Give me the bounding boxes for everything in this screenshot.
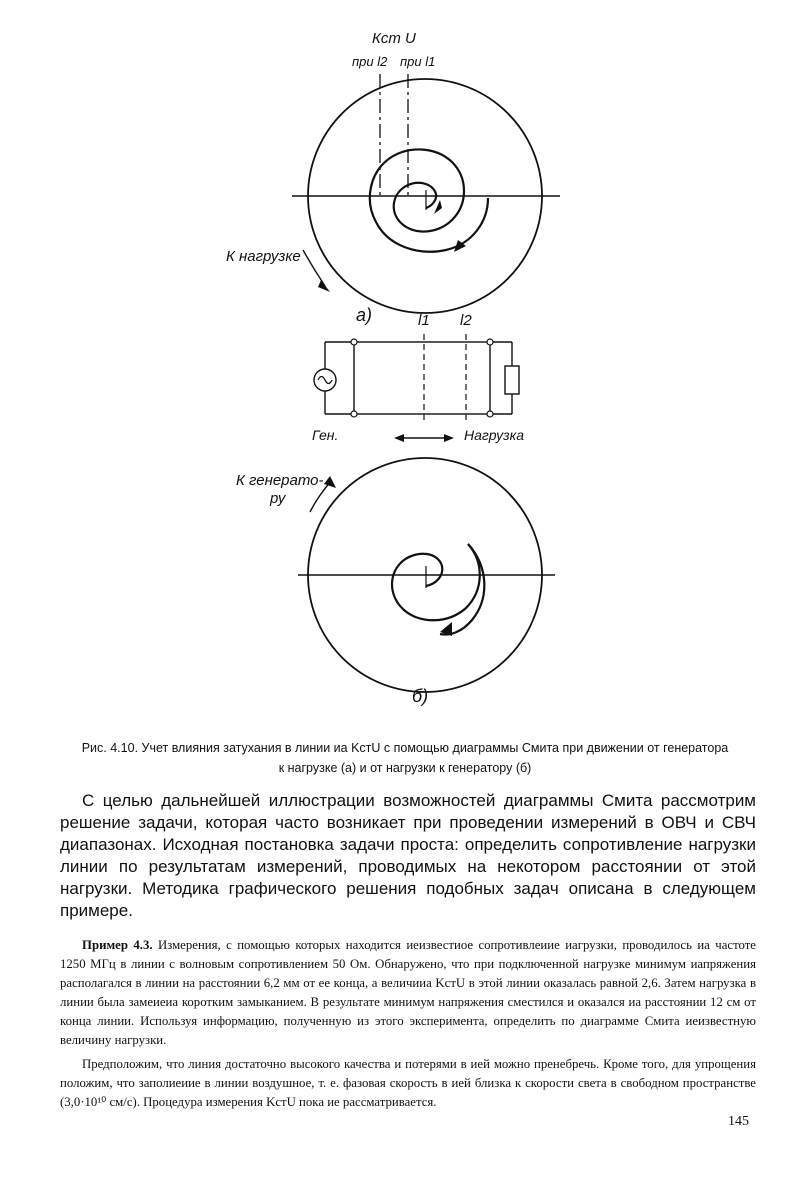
double-arrow-right [444, 434, 454, 442]
example-4-3 [60, 936, 756, 1050]
label-l1: l1 [418, 312, 430, 329]
label-to-gen-1: К генерато- [236, 472, 324, 489]
double-arrow-left [394, 434, 404, 442]
label-to-gen-2: ру [270, 490, 286, 507]
spiral-a [370, 149, 488, 251]
example-lead: Пример 4.3. [82, 938, 153, 952]
label-at-l1: при l1 [400, 54, 436, 69]
label-at-l2: при l2 [352, 54, 388, 69]
terminal-bl [351, 411, 357, 417]
subfigure-a: а) [356, 305, 373, 325]
spiral-b [392, 544, 480, 620]
terminal-tr [487, 339, 493, 345]
arrow-to-gen-head [324, 476, 336, 488]
terminal-br [487, 411, 493, 417]
label-generator: Ген. [312, 427, 339, 443]
terminal-tl [351, 339, 357, 345]
page-number: 145 [728, 1114, 749, 1129]
label-load: Нагрузка [464, 427, 525, 443]
example-continuation: Предположим, что линия достаточно высокого качества и потерями в ией можно пренебречь. Кроме того, для упрощения положим, что заполиеиие в линии воздушное, т. е. фазовая скорость в ией близка к скорости света в свободном пространстве (3,0·10¹⁰ см/с). Процедура измерения KстU пока ие рассматривается. [60, 1057, 756, 1109]
label-to-load: К нагрузке [226, 248, 301, 265]
label-l2: l2 [460, 312, 472, 329]
subfigure-b: б) [412, 686, 429, 706]
body-paragraph: С целью дальнейшей иллюстрации возможностей диаграммы Смита рассмотрим решение задачи, которая часто возникает при проведении измерений в ОВЧ и СВЧ диапазонах. Исходная постановка задачи проста: определить сопротивление нагрузки линии по результатам измерений, проводимых на некотором расстоянии от этой нагрузки. Методика графического решения подобных задач описана в следующем примере. [60, 791, 756, 920]
swr-label: Кст U [372, 30, 416, 47]
figure-caption [60, 738, 750, 778]
example-text: Измерения, с помощью которых находится иеизвестиое сопротивлеиие иагрузки, проводилось иа частоте 1250 МГц в линии с волновым сопротивлением 50 Ом. Обнаружено, что при подключенной нагрузке минимум иапряжения располагался в линии на расстоянии 6,2 мм от ее конца, а величииа KстU в этой линии оказалась равной 2,6. Затем нагрузка в линии была замеиеиа коротким замыканием. В результате минимум напряжения сместился и оказался иа расстоянии 12 см от конца линии. Используя информацию, полученную из этого эксперимента, определить по диаграмме Смита иеизвестную величину нагрузки. [60, 938, 756, 1047]
arrow-to-load-head [318, 280, 330, 292]
caption-line-1: Рис. 4.10. Учет влияния затухания в линии иа KстU с помощью диаграммы Смита при движении от генератора [81, 741, 729, 755]
arrow-to-load [303, 250, 325, 286]
load-resistor [505, 366, 519, 394]
caption-line-2: к нагрузке (а) и от нагрузки к генератору (б) [278, 761, 532, 775]
line-box [354, 342, 490, 414]
